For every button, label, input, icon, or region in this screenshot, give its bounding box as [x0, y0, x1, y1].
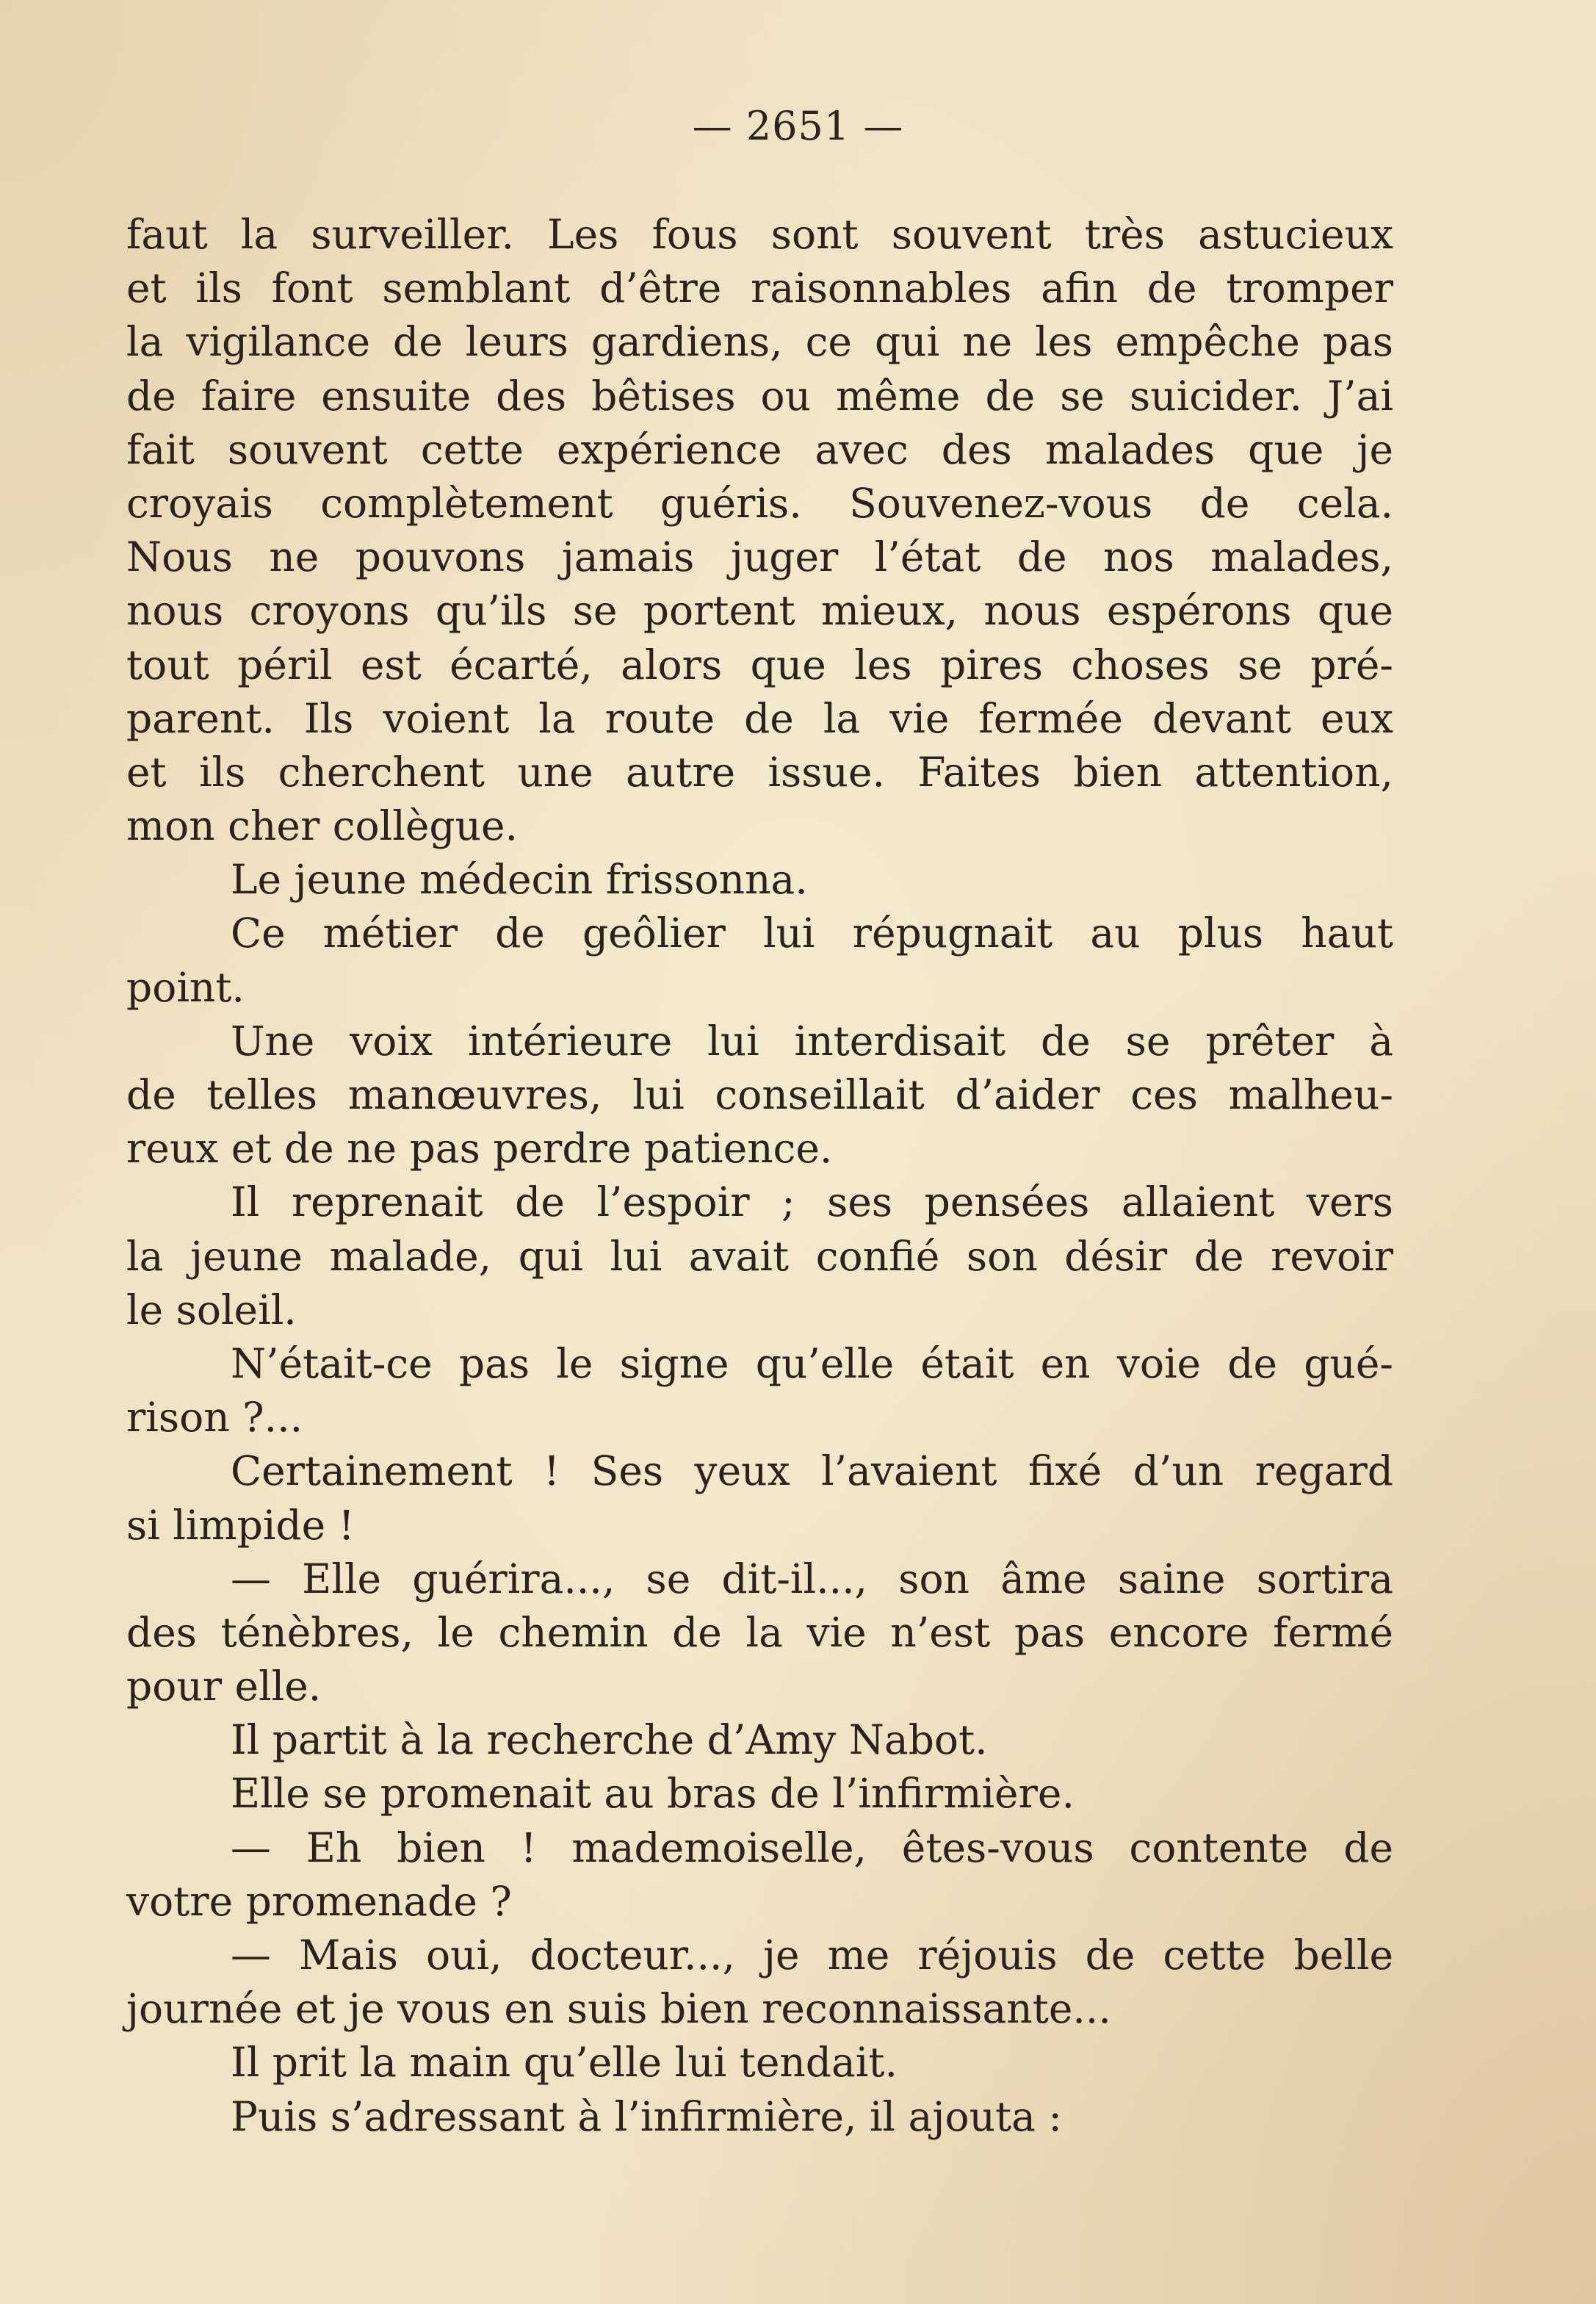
body-text [126, 208, 1393, 2144]
text-line: de faire ensuite des bêtises ou même de se suicider. J’ai [126, 372, 1393, 420]
text-line: Nous ne pouvons jamais juger l’état de nos malades, [126, 533, 1393, 581]
text-line: et ils cherchent une autre issue. Faites bien attention, [126, 748, 1393, 796]
text-line: nous croyons qu’ils se portent mieux, nous espérons que [126, 587, 1393, 635]
text-line: la vigilance de leurs gardiens, ce qui ne les empêche pas [126, 318, 1393, 366]
text-line: Elle se promenait au bras de l’infirmière. [231, 1770, 1075, 1818]
page-number: — 2651 — [692, 103, 904, 149]
text-line: parent. Ils voient la route de la vie fermée devant eux [126, 694, 1393, 742]
text-line: la jeune malade, qui lui avait confié son désir de revoir [126, 1232, 1393, 1280]
text-line: de telles manœuvres, lui conseillait d’aider ces malheu- [126, 1071, 1393, 1118]
text-line: si limpide ! [126, 1501, 355, 1549]
text-line: Certainement ! Ses yeux l’avaient fixé d’un regard [231, 1447, 1393, 1495]
text-line: Ce métier de geôlier lui répugnait au plus haut [231, 910, 1393, 957]
text-line: mon cher collègue. [126, 802, 519, 850]
text-line: pour elle. [126, 1663, 322, 1710]
text-line: N’était-ce pas le signe qu’elle était en voie de gué- [231, 1339, 1393, 1387]
text-line: et ils font semblant d’être raisonnables afin de tromper [126, 264, 1393, 312]
text-line: tout péril est écarté, alors que les pires choses se pré- [126, 641, 1393, 688]
text-line: journée et je vous en suis bien reconnaissante... [126, 1985, 1111, 2033]
text-line: croyais complètement guéris. Souvenez-vous de cela. [126, 479, 1393, 527]
text-line: des ténèbres, le chemin de la vie n’est pas encore fermé [126, 1608, 1393, 1656]
text-line: fait souvent cette expérience avec des malades que je [126, 425, 1393, 473]
text-line: rison ?... [126, 1394, 303, 1441]
text-line: Il partit à la recherche d’Amy Nabot. [231, 1716, 988, 1764]
text-line: Puis s’adressant à l’infirmière, il ajouta : [231, 2092, 1062, 2140]
text-line: point. [126, 963, 245, 1011]
text-line: — Eh bien ! mademoiselle, êtes-vous contente de [231, 1824, 1393, 1871]
text-line: Le jeune médecin frissonna. [231, 856, 808, 904]
text-line: — Elle guérira..., se dit-il..., son âme saine sortira [231, 1555, 1393, 1602]
text-line: votre promenade ? [126, 1877, 512, 1925]
text-line: Il prit la main qu’elle lui tendait. [231, 2039, 898, 2087]
text-line: le soleil. [126, 1286, 297, 1333]
text-line: faut la surveiller. Les fous sont souvent très astucieux [126, 211, 1393, 258]
text-line: — Mais oui, docteur..., je me réjouis de cette belle [231, 1932, 1393, 1979]
text-line: reux et de ne pas perdre patience. [126, 1125, 833, 1173]
text-line: Il reprenait de l’espoir ; ses pensées allaient vers [231, 1178, 1393, 1226]
text-line: Une voix intérieure lui interdisait de se prêter à [231, 1017, 1393, 1065]
